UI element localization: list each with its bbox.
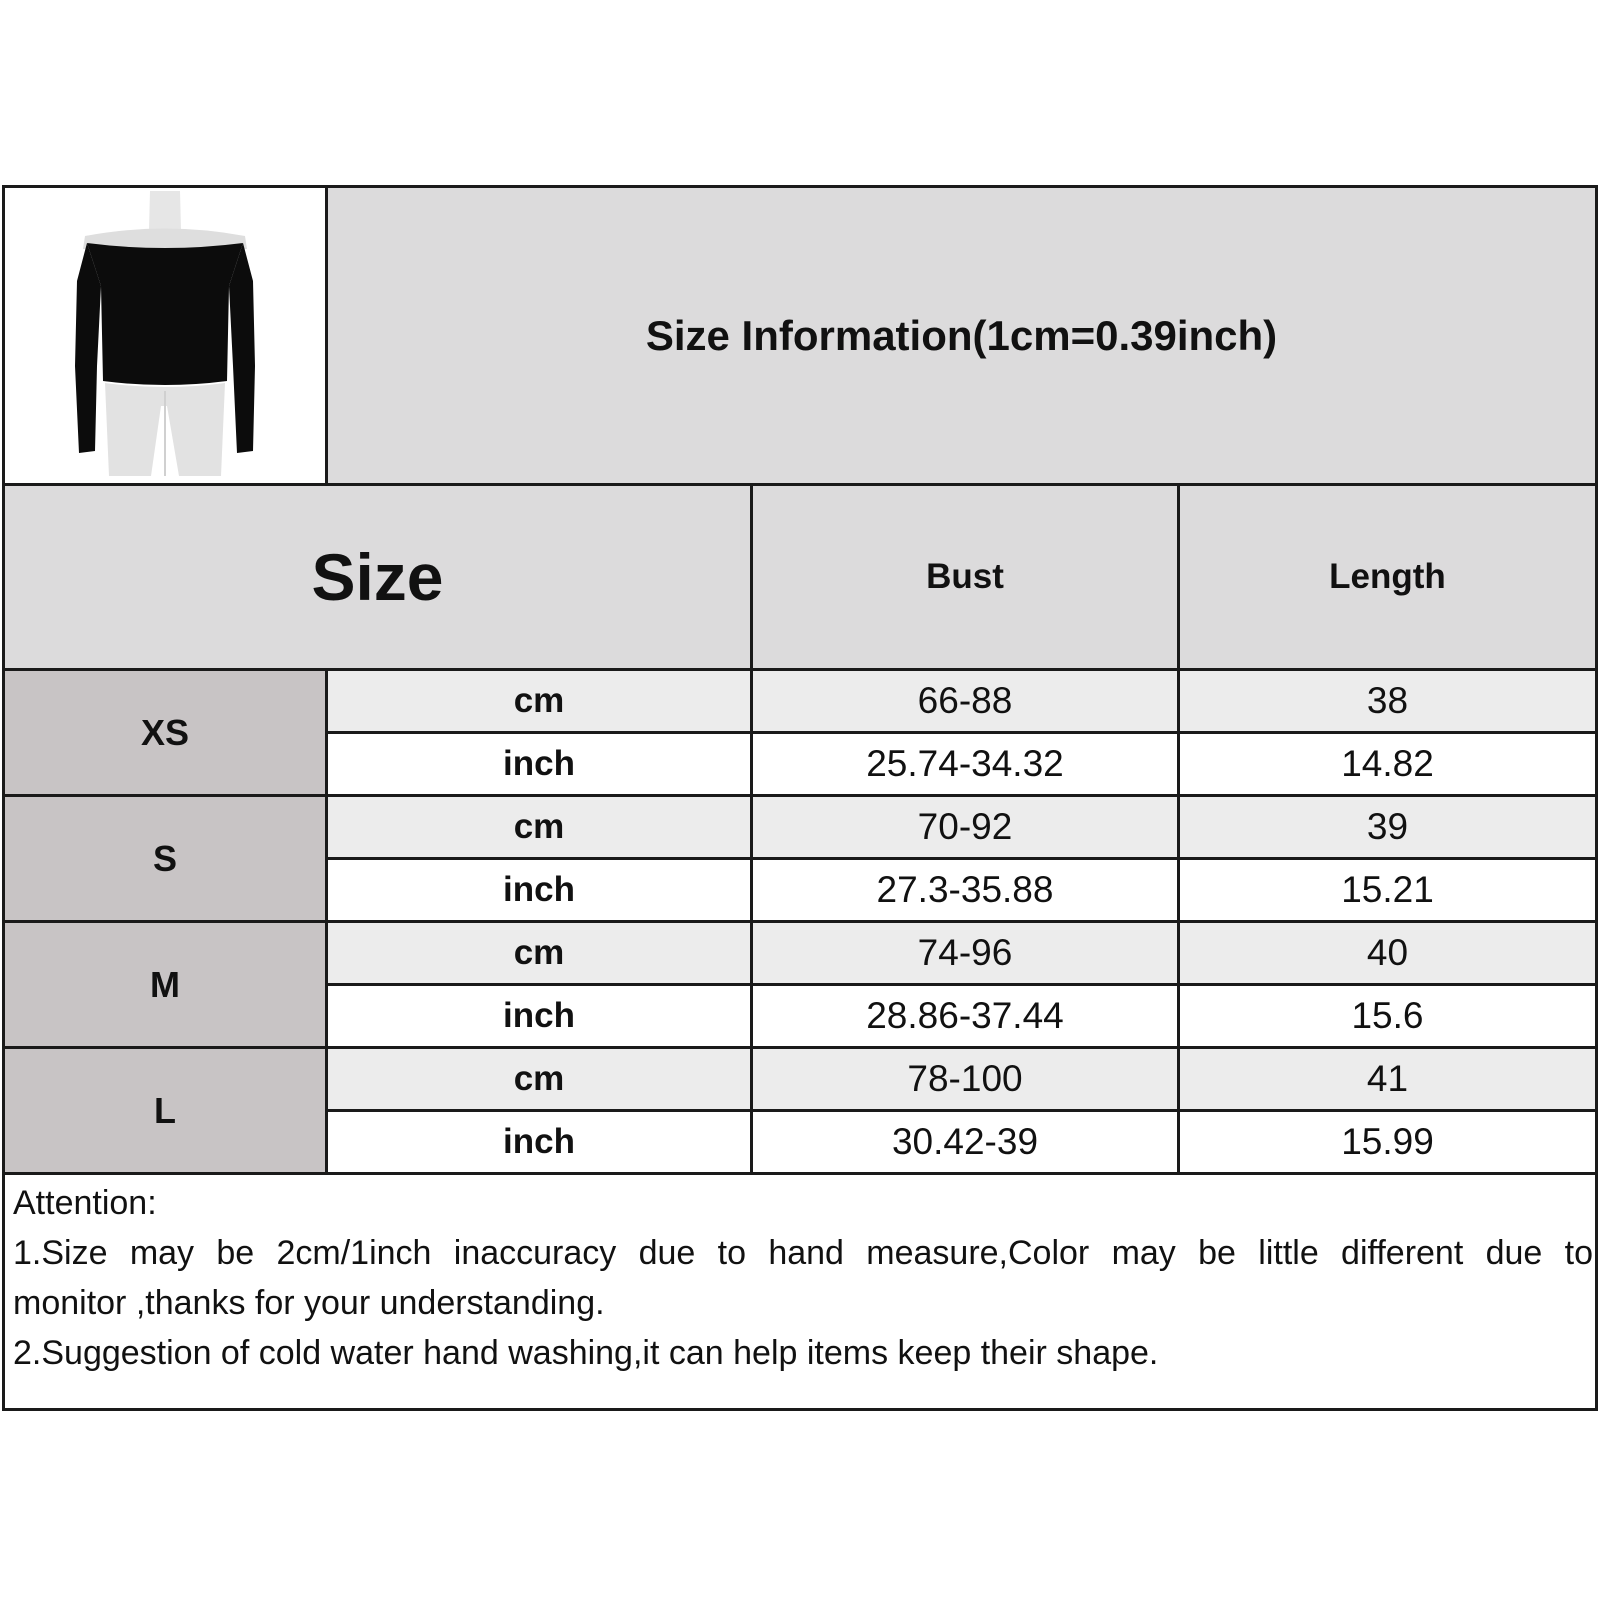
- length-value: 15.99: [1180, 1112, 1595, 1172]
- bust-value: 28.86-37.44: [753, 986, 1177, 1046]
- grid-line: [5, 1172, 1595, 1175]
- unit-label: inch: [503, 870, 575, 909]
- grid-line: [325, 1109, 1595, 1112]
- attention-notes: [13, 1178, 1593, 1378]
- length-value: 38: [1180, 671, 1595, 731]
- bust-heading-cell: [753, 486, 1177, 668]
- size-chart: [2, 185, 1598, 1411]
- grid-line: [5, 668, 1595, 671]
- unit-cell: [328, 734, 750, 794]
- length-value: 41: [1180, 1049, 1595, 1109]
- product-image: [15, 191, 315, 481]
- unit-cell: [328, 671, 750, 731]
- grid-line: [5, 920, 1595, 923]
- length-value: 40: [1180, 923, 1595, 983]
- grid-line: [325, 731, 1595, 734]
- unit-label: cm: [513, 807, 565, 846]
- bust-value: 66-88: [753, 671, 1177, 731]
- notes-heading: Attention:: [13, 1184, 157, 1222]
- grid-line: [325, 188, 328, 483]
- length-value: 15.21: [1180, 860, 1595, 920]
- bust-value: 25.74-34.32: [753, 734, 1177, 794]
- unit-label: inch: [503, 744, 575, 783]
- bust-value: 27.3-35.88: [753, 860, 1177, 920]
- size-cell-m: [5, 923, 325, 1046]
- bust-value: 78-100: [753, 1049, 1177, 1109]
- unit-cell: [328, 797, 750, 857]
- grid-line: [325, 983, 1595, 986]
- bust-value: 70-92: [753, 797, 1177, 857]
- unit-label: cm: [513, 681, 565, 720]
- title-cell: [328, 188, 1595, 483]
- size-label: S: [152, 837, 177, 879]
- unit-cell: [328, 986, 750, 1046]
- length-heading: Length: [1329, 557, 1446, 596]
- product-image-cell: [5, 188, 325, 483]
- length-value: 39: [1180, 797, 1595, 857]
- bust-value: 74-96: [753, 923, 1177, 983]
- grid-line: [325, 857, 1595, 860]
- length-value: 14.82: [1180, 734, 1595, 794]
- unit-cell: [328, 1112, 750, 1172]
- page-title: Size Information(1cm=0.39inch): [645, 311, 1278, 359]
- note-line: monitor ,thanks for your understanding.: [13, 1284, 605, 1322]
- size-label: XS: [140, 711, 190, 753]
- grid-line: [5, 1046, 1595, 1049]
- grid-line: [5, 794, 1595, 797]
- length-value: 15.6: [1180, 986, 1595, 1046]
- grid-line: [750, 486, 753, 1172]
- grid-line: [1177, 486, 1180, 1172]
- unit-label: inch: [503, 1122, 575, 1161]
- unit-label: inch: [503, 996, 575, 1035]
- size-heading-cell: [5, 486, 750, 668]
- note-line: 2.Suggestion of cold water hand washing,it can help items keep their shape.: [13, 1334, 1159, 1372]
- length-heading-cell: [1180, 486, 1595, 668]
- bust-value: 30.42-39: [753, 1112, 1177, 1172]
- unit-cell: [328, 860, 750, 920]
- size-heading: Size: [311, 540, 444, 614]
- unit-cell: [328, 923, 750, 983]
- size-label: M: [150, 963, 180, 1005]
- grid-line: [5, 483, 1595, 486]
- unit-label: cm: [513, 1059, 565, 1098]
- size-cell-xs: [5, 671, 325, 794]
- size-cell-s: [5, 797, 325, 920]
- size-label: L: [154, 1089, 176, 1131]
- size-cell-l: [5, 1049, 325, 1172]
- bust-heading: Bust: [926, 557, 1004, 596]
- unit-cell: [328, 1049, 750, 1109]
- unit-label: cm: [513, 933, 565, 972]
- note-line: 1.Size may be 2cm/1inch inaccuracy due to hand measure,Color may be little different due to: [13, 1234, 1593, 1272]
